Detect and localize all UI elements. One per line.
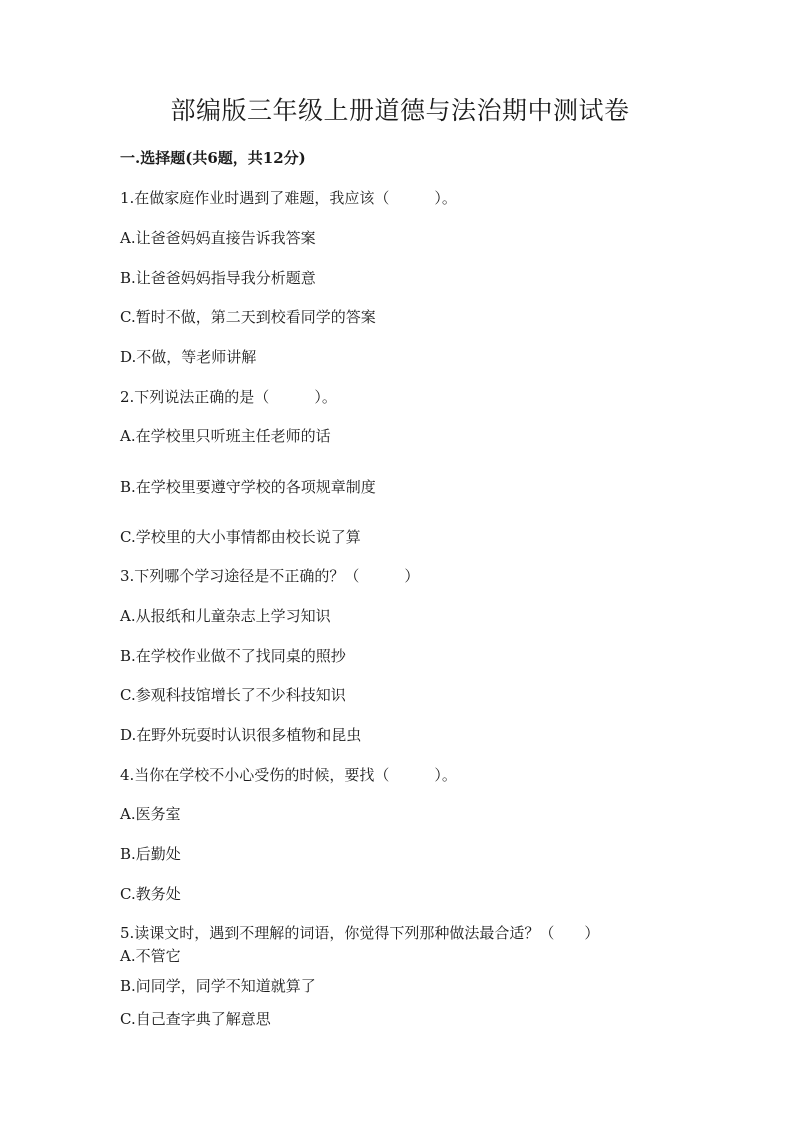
answer-option: A.让爸爸妈妈直接告诉我答案 — [120, 229, 316, 247]
answer-option: C.自己查字典了解意思 — [120, 1010, 271, 1028]
answer-option: B.问同学，同学不知道就算了 — [120, 977, 316, 995]
section-heading: 一.选择题(共6题，共12分) — [120, 149, 306, 167]
answer-option: A.医务室 — [120, 805, 181, 823]
answer-option: D.在野外玩耍时认识很多植物和昆虫 — [120, 726, 362, 744]
answer-option: C.学校里的大小事情都由校长说了算 — [120, 528, 361, 546]
question-stem: 5.读课文时，遇到不理解的词语，你觉得下列那种做法最合适？（ ） — [120, 924, 600, 942]
answer-option: A.不管它 — [120, 947, 181, 965]
answer-option: B.后勤处 — [120, 845, 181, 863]
answer-option: B.让爸爸妈妈指导我分析题意 — [120, 269, 316, 287]
answer-option: C.暂时不做，第二天到校看同学的答案 — [120, 308, 376, 326]
answer-option: D.不做，等老师讲解 — [120, 348, 257, 366]
question-stem: 1.在做家庭作业时遇到了难题，我应该（ ）。 — [120, 189, 457, 207]
answer-option: A.在学校里只听班主任老师的话 — [120, 427, 331, 445]
answer-option: C.参观科技馆增长了不少科技知识 — [120, 686, 346, 704]
question-stem: 2.下列说法正确的是（ ）。 — [120, 388, 337, 406]
answer-option: B.在学校里要遵守学校的各项规章制度 — [120, 478, 376, 496]
answer-option: A.从报纸和儿童杂志上学习知识 — [120, 607, 331, 625]
answer-option: B.在学校作业做不了找同桌的照抄 — [120, 647, 346, 665]
page-title: 部编版三年级上册道德与法治期中测试卷 — [170, 96, 630, 125]
question-stem: 4.当你在学校不小心受伤的时候，要找（ ）。 — [120, 766, 457, 784]
answer-option: C.教务处 — [120, 885, 181, 903]
question-stem: 3.下列哪个学习途径是不正确的？（ ） — [120, 567, 420, 585]
